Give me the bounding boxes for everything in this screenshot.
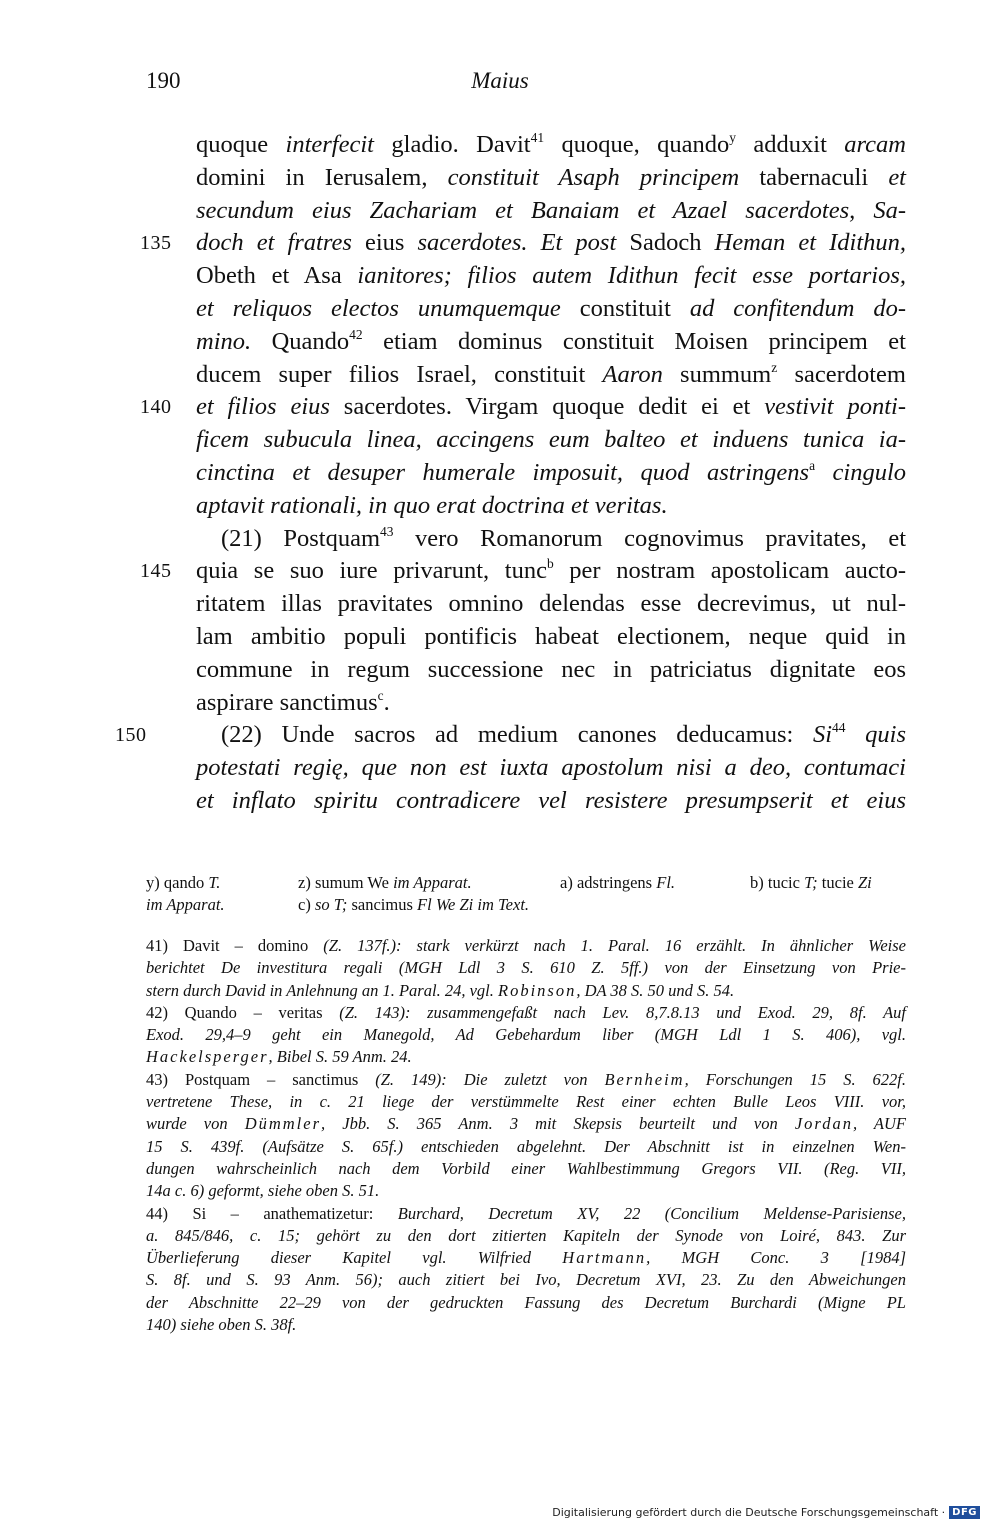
text-line: (21) Postquam$^{43}$ vero Romanorum cognovimus pravitates, et (221, 523, 907, 552)
footnotes (146, 935, 906, 1336)
critical-apparatus (146, 872, 906, 916)
footnote-line: Hackelsperger, Bibel S. 59 Anm. 24. (146, 1047, 412, 1067)
footnote-line: wurde von Dümmler, Jbb. S. 365 Anm. 3 mit Skepsis beurteilt und von Jordan, AUF (146, 1114, 907, 1134)
apparatus-line: im Apparat. c) so T; sancimus Fl We Zi im Text. (146, 895, 530, 914)
text-line: ritatem illas pravitates omnino delendas esse decrevimus, ut nul- (196, 590, 906, 618)
text-line: secundum eius Zachariam et Banaiam et Azael sacerdotes, Sa- (196, 196, 906, 224)
text-line: Obeth et Asa ianitores; filios autem Idithun fecit esse portarios, (196, 262, 906, 290)
text-line: domini in Ierusalem, constituit Asaph principem tabernaculi et (196, 163, 906, 191)
credit-text: Digitalisierung gefördert durch die Deutsche Forschungsgemeinschaft · (552, 1506, 946, 1519)
footnote-line: 41) Davit – domino (Z. 137f.): stark verkürzt nach 1. Paral. 16 erzählt. In ähnlicher Weise (146, 936, 906, 955)
page-number: 190 (146, 68, 181, 93)
footnote-line: Exod. 29,4–9 geht ein Manegold, Ad Gebehardum liber (MGH Ldl 1 S. 406), vgl. (146, 1025, 906, 1045)
line-number: 135 (140, 232, 172, 255)
footnote-line: stern durch David in Anlehnung an 1. Paral. 24, vgl. Robinson, DA 38 S. 50 und S. 54. (146, 980, 735, 1000)
text-line: lam ambitio populi pontificis habeat electionem, neque quid in (196, 622, 906, 650)
text-line: et inflato spiritu contradicere vel resistere presumpserit et eius (196, 786, 906, 814)
text-line: 150 (22) Unde sacros ad medium canones deducamus: Si$^{44}$ quis (196, 719, 906, 752)
footnote-line: 42) Quando – veritas (Z. 143): zusammengefaßt nach Lev. 8,7.8.13 und Exod. 29, 8f. Auf (146, 1002, 906, 1022)
text-line: ducem super filios Israel, constituit Aaron summum$^z$ sacerdotem (196, 359, 906, 388)
footnote-line: S. 8f. und S. 93 Anm. 56); auch zitiert bei Ivo, Decretum XVI, 23. Zu den Abweichungen (146, 1270, 906, 1290)
dfg-logo: DFG (949, 1506, 980, 1519)
footnote-line: 43) Postquam – sanctimus (Z. 149): Die zuletzt von Bernheim, Forschungen 15 S. 622f. (146, 1069, 907, 1089)
text-line: 135 doch et fratres eius sacerdotes. Et post Sadoch Heman et Idithun, (196, 227, 906, 260)
line-number: 150 (115, 724, 147, 747)
text-line: et reliquos electos unumquemque constituit ad confitendum do- (196, 294, 906, 322)
footnote-line: a. 845/846, c. 15; gehört zu den dort zitierten Kapiteln der Synode von Loiré, 843. Zur (146, 1225, 906, 1245)
running-title: Maius (471, 68, 529, 93)
text-line: potestati regię, que non est iuxta apostolum nisi a deo, contumaci (196, 754, 906, 782)
footnote-line: der Abschnitte 22–29 von der gedruckten Fassung des Decretum Burchardi (Migne PL (146, 1292, 906, 1312)
line-number: 145 (140, 560, 172, 583)
text-line: mino. Quando$^{42}$ etiam dominus constituit Moisen principem et (196, 326, 906, 355)
text-line: ficem subucula linea, accingens eum balteo et induens tunica ia- (196, 426, 906, 454)
text-line: aptavit rationali, in quo erat doctrina et veritas. (196, 491, 668, 519)
digitization-credit (552, 1506, 980, 1519)
text-line: aspirare sanctimus$^c$. (196, 687, 390, 716)
text-line: commune in regum successione nec in patriciatus dignitate eos (196, 655, 906, 683)
text-line: 145 quia se suo iure privarunt, tunc$^b$ per nostram apostolicam aucto- (196, 555, 906, 588)
footnote-line: berichtet De investitura regali (MGH Ldl 3 S. 610 Z. 5ff.) von der Einsetzung von Prie- (146, 958, 906, 978)
footnote-line: dungen wahrscheinlich nach dem Vorbild einer Wahlbestimmung Gregors VII. (Reg. VII, (146, 1158, 906, 1178)
footnote-line: 140) siehe oben S. 38f. (146, 1315, 297, 1335)
footnote-line: 15 S. 439f. (Aufsätze S. 65f.) entschieden abgelehnt. Der Abschnitt ist in einzelnen Wen- (146, 1136, 906, 1156)
text-line: cinctina et desuper humerale imposuit, quod astringens$^a$ cingulo (196, 457, 907, 486)
main-text (115, 129, 907, 818)
footnote-line: vertretene These, in c. 21 liege der verstümmelte Rest einer echten Bulle Leos VIII. vor, (146, 1092, 906, 1112)
footnote-line: Überlieferung dieser Kapitel vgl. Wilfried Hartmann, MGH Conc. 3 [1984] (146, 1248, 907, 1268)
footnote-line: 14a c. 6) geformt, siehe oben S. 51. (146, 1181, 380, 1201)
text-line: 140 et filios eius sacerdotes. Virgam quoque dedit ei et vestivit ponti- (196, 391, 906, 424)
apparatus-line: y) qando T. z) sumum We im Apparat. a) adstringens Fl. b) tucic T; tucie Zi (146, 873, 872, 892)
text-line: quoque interfecit gladio. Davit$^{41}$ quoque, quando$^y$ adduxit arcam (196, 129, 906, 158)
line-number: 140 (140, 396, 172, 419)
footnote-line: 44) Si – anathematizetur: Burchard, Decretum XV, 22 (Concilium Meldense-Parisiense, (146, 1203, 906, 1223)
